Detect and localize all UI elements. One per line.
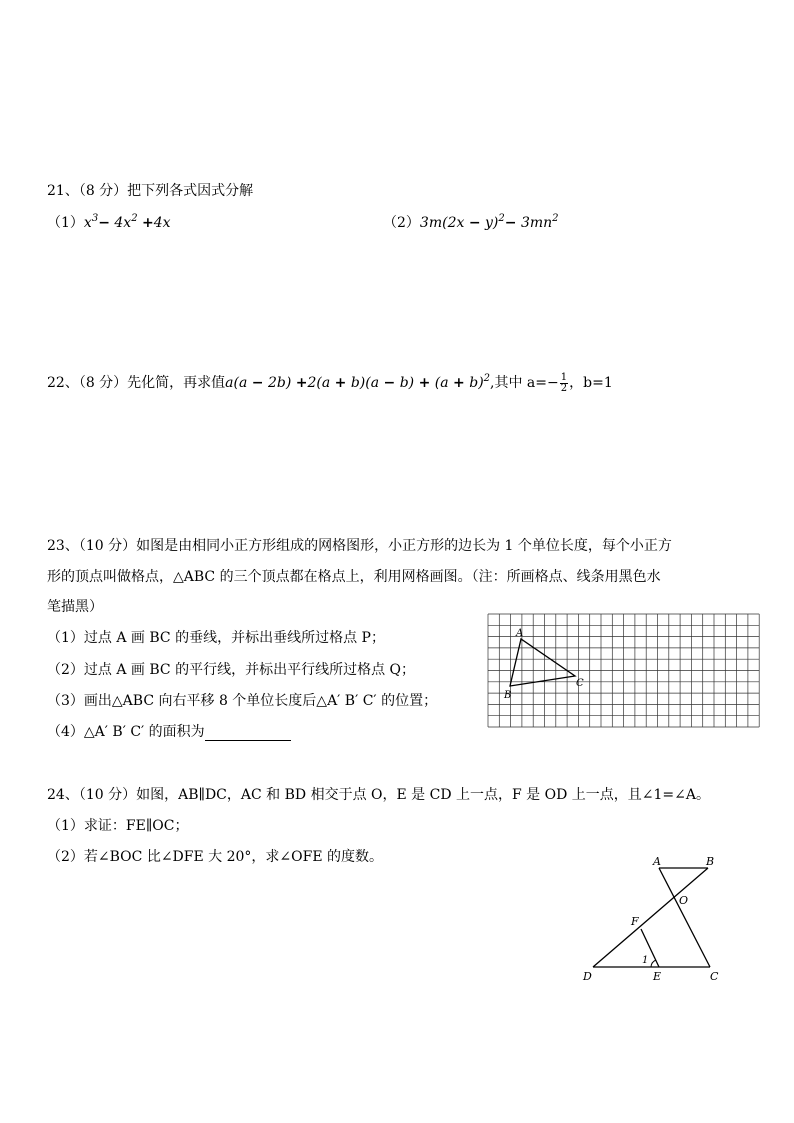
q23-answer-blank <box>205 726 291 741</box>
q23-item4 <box>47 721 291 741</box>
q22-frac-denominator: 2 <box>560 382 568 394</box>
q23-item2: （2）过点 A 画 BC 的平行线，并标出平行线所过格点 Q； <box>47 662 416 678</box>
q24-item1: （1）求证：FE∥OC； <box>47 818 189 834</box>
q22-line <box>47 372 613 394</box>
q24-item2: （2）若∠BOC 比∠DFE 大 20°，求∠OFE 的度数。 <box>47 849 384 865</box>
label-d: D <box>583 970 592 983</box>
segment-bd <box>593 868 708 967</box>
grid-lines <box>488 614 759 727</box>
q23-item3: （3）画出△ABC 向右平移 8 个单位长度后△A′ B′ C′ 的位置； <box>47 693 438 709</box>
label-a: A <box>516 628 524 639</box>
q23-item1: （1）过点 A 画 BC 的垂线，并标出垂线所过格点 P； <box>47 630 385 646</box>
angle-1-arc <box>651 960 656 967</box>
q21-part2-expr: $3m(2x - y)^2- 3mn^2$ <box>419 213 559 231</box>
label-f: F <box>631 915 639 928</box>
q22-fraction <box>560 373 568 394</box>
q21-part1-expr: $x^3- 4x^2 +4x$ <box>83 213 171 231</box>
q21-part1 <box>47 212 171 232</box>
q21-part2 <box>383 212 559 232</box>
label-b: B <box>706 855 715 868</box>
triangle-abc <box>510 639 575 686</box>
q22-frac-numerator: 1 <box>560 371 568 383</box>
q21-part1-label: （1） <box>47 215 84 231</box>
q22-suffix-a: ,其中 a=− <box>490 375 559 391</box>
label-angle-1: 1 <box>642 955 649 966</box>
label-c: C <box>710 970 719 983</box>
label-b: B <box>504 690 512 701</box>
label-e: E <box>653 970 662 983</box>
q24-title: 24、（10 分）如图，AB∥DC，AC 和 BD 相交于点 O，E 是 CD 上一点，F 是 OD 上一点，且∠1=∠A。 <box>47 787 710 803</box>
label-c: C <box>576 678 584 689</box>
q23-line2: 形的顶点叫做格点，△ABC 的三个顶点都在格点上，利用网格画图。（注：所画格点、线条用黑色水 <box>47 569 661 585</box>
segment-ac <box>659 868 710 967</box>
q22-suffix-b: ，b=1 <box>569 375 613 391</box>
q23-grid-figure <box>486 610 766 730</box>
q21-part2-label: （2） <box>383 215 420 231</box>
q22-expr: $a(a - 2b) +2(a + b)(a - b) + (a + b)^2$ <box>225 373 491 391</box>
q23-item4-text: （4）△A′ B′ C′ 的面积为 <box>47 724 205 740</box>
q23-line3: 笔描黑） <box>47 599 103 615</box>
label-a: A <box>653 855 661 868</box>
q23-line1: 23、（10 分）如图是由相同小正方形组成的网格图形，小正方形的边长为 1 个单位长度，每个小正方 <box>47 538 672 554</box>
q24-geometry-figure <box>575 850 735 990</box>
q21-title: 21、（8 分）把下列各式因式分解 <box>47 183 254 199</box>
q22-prefix: 22、（8 分）先化简，再求值 <box>47 375 226 391</box>
label-o: O <box>679 894 689 907</box>
